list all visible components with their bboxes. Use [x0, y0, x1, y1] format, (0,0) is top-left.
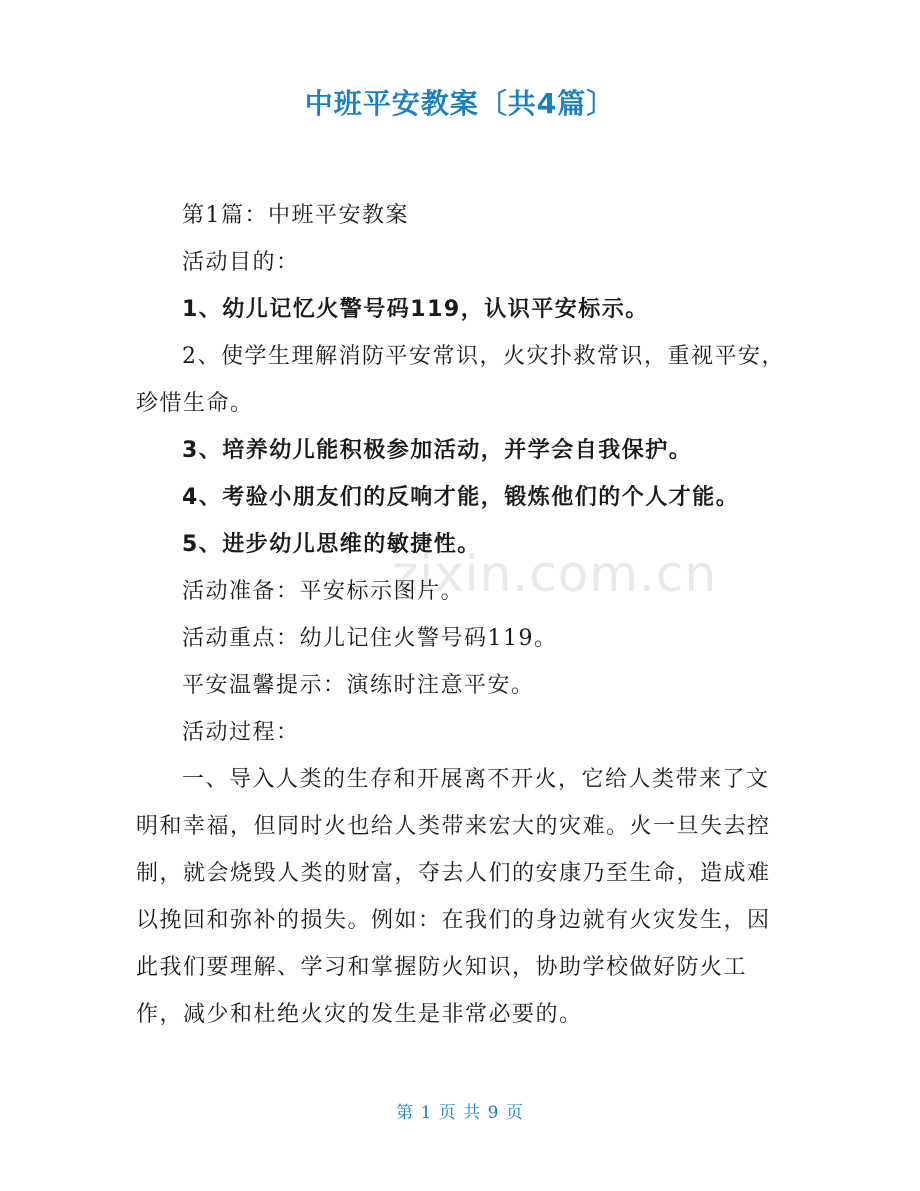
paragraph: 4、考验小朋友们的反响才能，锻炼他们的个人才能。	[182, 485, 740, 510]
paragraph: 第1篇：中班平安教案	[182, 203, 409, 228]
watermark: zixin.com.cn	[392, 545, 718, 603]
paragraph: 5、进步幼儿思维的敏捷性。	[182, 532, 481, 557]
paragraph: 一、导入人类的生存和开展离不开火，它给人类带来了文明和幸福，但同时火也给人类带来宏大的灾难。火一旦失去控制，就会烧毁人类的财富，夺去人们的安康乃至生命，造成难以挽回和弥补的损失。例如：在我们的身边就有火灾发生，因此我们要理解、学习和掌握防火知识，协助学校做好防火工作，减少和杜绝火灾的发生是非常必要的。	[136, 767, 771, 1027]
paragraph: 活动重点：幼儿记住火警号码119。	[182, 626, 558, 651]
paragraph: 2、使学生理解消防平安常识，火灾扑救常识，重视平安，珍惜生命。	[136, 344, 785, 416]
document-body	[136, 192, 786, 1038]
document-title: 中班平安教案〔共4篇〕	[304, 87, 616, 120]
paragraph: 1、幼儿记忆火警号码119，认识平安标示。	[182, 297, 649, 322]
paragraph: 活动准备：平安标示图片。	[182, 579, 465, 604]
page-footer: 第 1 页 共 9 页	[396, 1103, 524, 1123]
paragraph: 平安温馨提示：演练时注意平安。	[182, 673, 535, 698]
paragraph: 活动目的：	[182, 250, 300, 275]
paragraph: 活动过程：	[182, 720, 300, 745]
paragraph: 3、培养幼儿能积极参加活动，并学会自我保护。	[182, 438, 693, 463]
